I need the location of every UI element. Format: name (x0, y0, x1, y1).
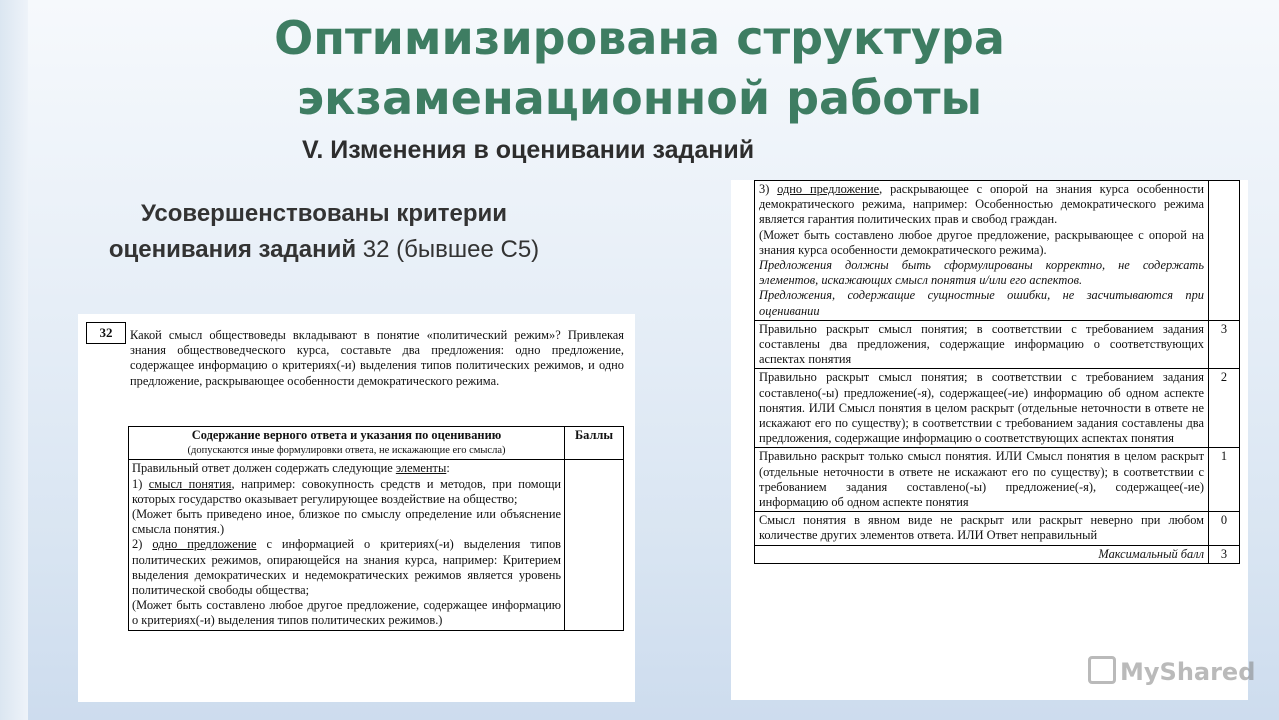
p1-underlined: смысл понятия (148, 476, 232, 491)
max-score-value: 3 (1209, 545, 1240, 563)
watermark-logo (1088, 656, 1255, 686)
criteria-header-main: Содержание верного ответа и указания по оцениванию (191, 428, 502, 442)
element3-score-empty (1209, 181, 1240, 321)
p3-num: 3) (759, 182, 778, 196)
task-number: 32 (86, 322, 126, 344)
p1-num: 1) (132, 476, 149, 491)
scoring-row-score: 0 (1209, 512, 1240, 545)
p3-underlined: одно предложение (777, 182, 880, 196)
task-document-left (78, 314, 635, 702)
p1-text: , например: совокупность средств и методов, при помощи которых государство оказывает регулирующее воздействие на общество; (132, 476, 562, 506)
criteria-header-sub: (допускаются иные формулировки ответа, не искажающие его смысла) (187, 445, 506, 457)
points-header: Баллы (565, 427, 624, 460)
scoring-row (755, 369, 1240, 448)
scoring-table (754, 180, 1240, 564)
scoring-row-text: Смысл понятия в явном виде не раскрыт или раскрыт неверно при любом количестве других элементов ответа. ИЛИ Ответ неправильный (755, 512, 1209, 545)
points-cell-empty (565, 460, 624, 630)
intro-underlined: элементы (395, 461, 447, 476)
watermark-icon (1088, 656, 1116, 684)
criteria-header-row (129, 427, 624, 460)
intro-text: Правильный ответ должен содержать следующие (132, 461, 396, 476)
p2-num: 2) (132, 537, 153, 552)
lead-rest: 32 (бывшее С5) (356, 236, 540, 263)
p2-underlined: одно предложение (152, 537, 257, 552)
element3-cell (755, 181, 1209, 321)
scoring-row-element3 (755, 181, 1240, 321)
scoring-row-score: 1 (1209, 448, 1240, 512)
scoring-row-text: Правильно раскрыт смысл понятия; в соответствии с требованием задания составлено(-ы) предложение(-я), содержащее(-ие) информацию об одном аспекте понятия. ИЛИ Смысл понятия в целом раскрыт (отдельные неточности в ответе не искажают его по существу); в соответствии с требованием задания составлены два предложения, содержащие информацию о соответствующих аспектах понятия (755, 369, 1209, 448)
scoring-row-text: Правильно раскрыт только смысл понятия. ИЛИ Смысл понятия в целом раскрыт (отдельные неточности в ответе не искажают его по существу); в соответствии с требованием задания составлено(-ы) предложение(-я), содержащее(-ие) информацию об одном аспекте понятия (755, 448, 1209, 512)
slide-title-line1: Оптимизирована структура (274, 11, 1005, 65)
p3-italic-1: Предложения должны быть сформулированы корректно, не содержать элементов, искажающих смысл понятия и/или его аспектов. (759, 258, 1204, 288)
lead-bold-1: Усовершенствованы критерии (140, 200, 508, 227)
scoring-row (755, 448, 1240, 512)
p2-text: с информацией о критериях(-и) выделения типов политических режимов, опирающейся на знания курса, например: Критерием выделения демократических и недемократических режимов является уровень политической свободы общества; (132, 537, 562, 598)
criteria-document-right (731, 180, 1248, 700)
criteria-header (129, 427, 565, 460)
scoring-row (755, 512, 1240, 545)
max-score-label: Максимальный балл (755, 545, 1209, 563)
watermark-text: MyShared (1120, 658, 1256, 686)
scoring-row-score: 3 (1209, 320, 1240, 369)
scoring-row (755, 320, 1240, 369)
lead-bold-2: оценивания заданий (108, 236, 357, 263)
scoring-row-text: Правильно раскрыт смысл понятия; в соответствии с требованием задания составлены два предложения, содержащие информацию о соответствующих аспектах понятия (755, 320, 1209, 369)
intro-end: : (446, 461, 450, 476)
slide-title-line2: экзаменационной работы (296, 71, 983, 125)
p1-note: (Может быть приведено иное, близкое по смыслу определение или объяснение смысла понятия.) (132, 507, 561, 537)
task-question: Какой смысл обществоведы вкладывают в понятие «политический режим»? Привлекая знания обществоведческого курса, составьте два предложения: одно предложение, содержащее информацию о критериях(-и) выделения типов политических режимов, и одно предложение, раскрывающее особенности демократического режима. (130, 328, 624, 388)
p3-note: (Может быть составлено любое другое предложение, раскрывающее с опорой на знания курса особенности демократического режима). (759, 227, 1204, 257)
criteria-table (128, 426, 624, 631)
p3-italic-2: Предложения, содержащие сущностные ошибки, не засчитываются при оценивании (759, 288, 1204, 318)
max-score-row (755, 545, 1240, 563)
criteria-content (129, 460, 565, 630)
lead-text (24, 196, 624, 268)
slide-subtitle: V. Изменения в оценивании заданий (302, 136, 755, 164)
criteria-content-row (129, 460, 624, 630)
p3-text: , раскрывающее с опорой на знания курса особенности демократического режима, например: Особенностью демократического режима является гарантия политических прав и свобод граждан. (759, 182, 1204, 227)
p2-note: (Может быть составлено любое другое предложение, содержащее информацию о критериях(-и) выделения типов политических режимов.) (132, 598, 561, 628)
scoring-row-score: 2 (1209, 369, 1240, 448)
